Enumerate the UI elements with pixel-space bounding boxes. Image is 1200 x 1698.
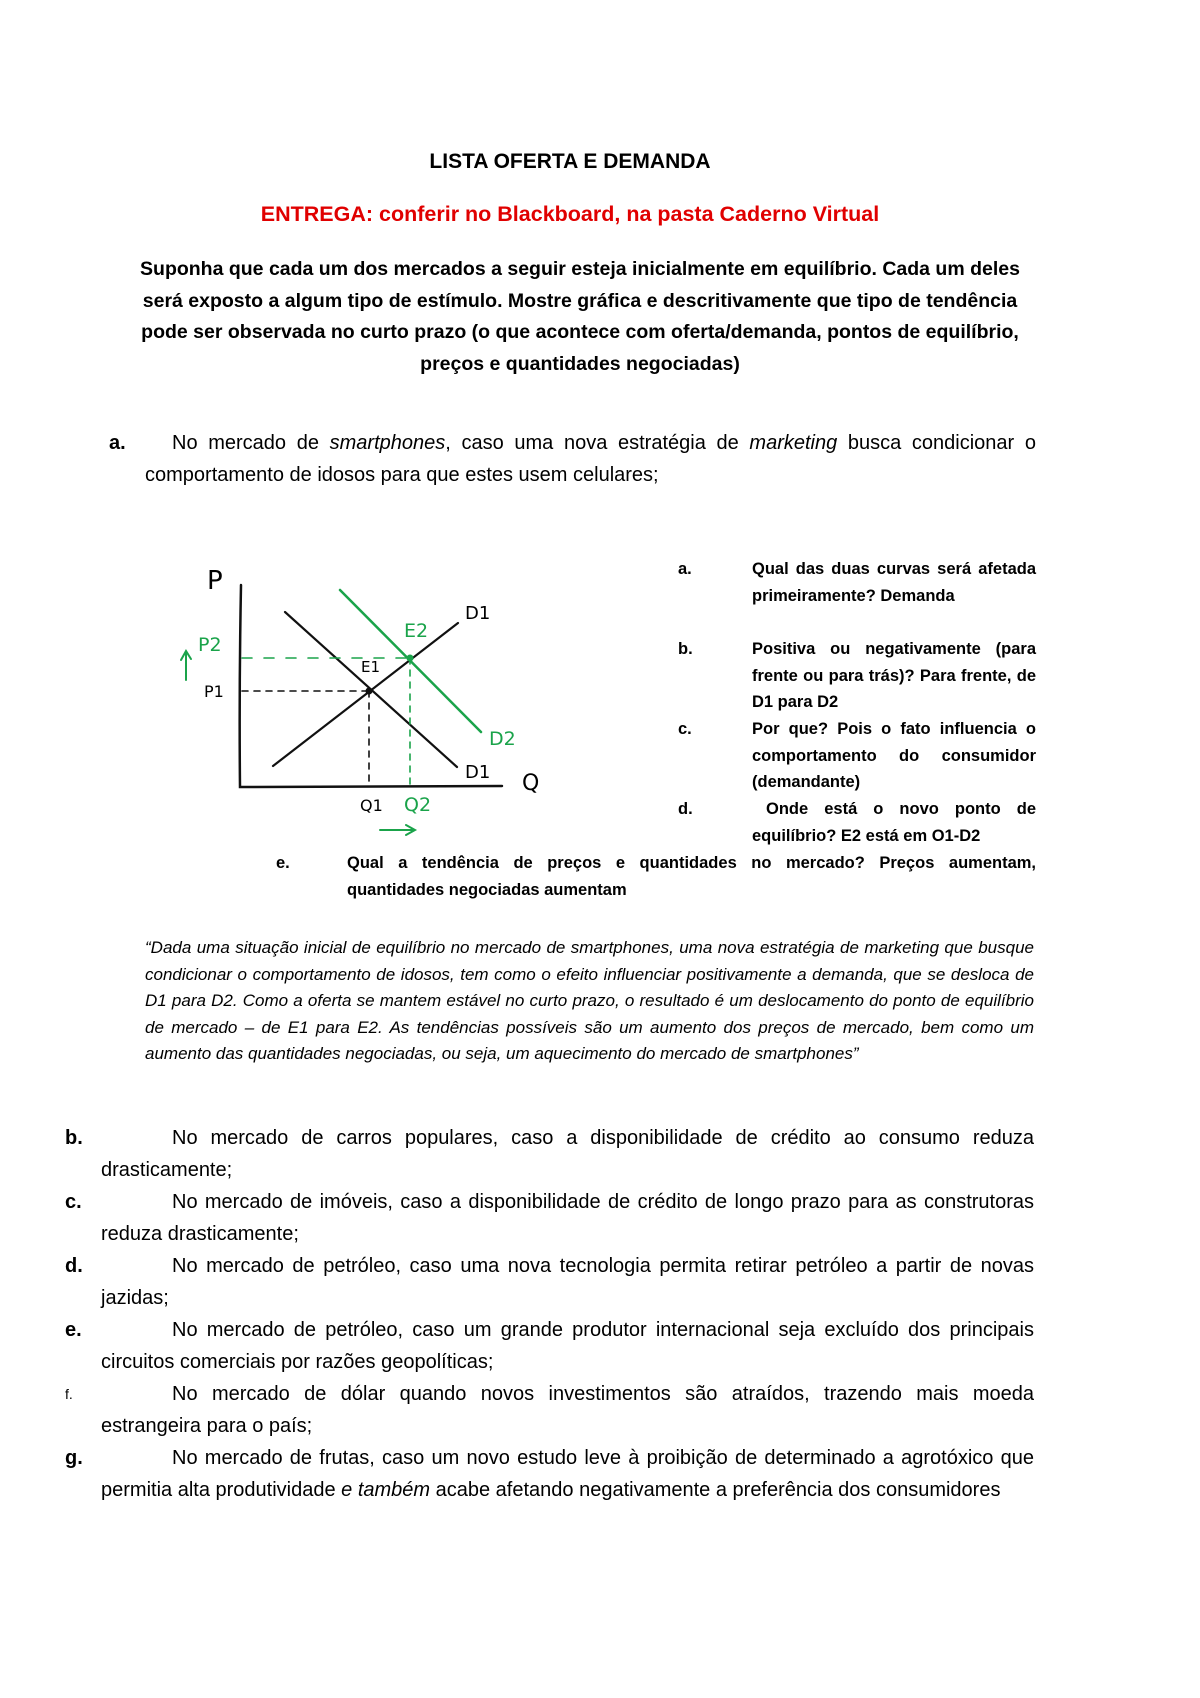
x-axis-label: Q [522,771,540,796]
price-up-arrow-icon [181,651,191,680]
item-f-label: f. [65,1386,73,1402]
item-a-label: a. [109,432,126,454]
item-g-text [101,1442,1034,1506]
item-e-label: e. [65,1319,82,1341]
supply-curve [273,620,458,766]
e2-label: E2 [404,620,429,642]
sub-question-c-label: c. [678,720,692,738]
item-d-label: d. [65,1255,83,1277]
deadline-note: ENTREGA: conferir no Blackboard, na pasta Caderno Virtual [260,202,880,226]
q1-label: Q1 [360,796,383,815]
sub-question-b: Positiva ou negativamente (para frente ou para trás)? Para frente, de D1 para D2 [752,640,1036,711]
item-a-italic: smartphones [329,432,446,454]
item-a-text-part: No mercado de [172,432,330,454]
supply-curve-label: D1 [465,603,491,624]
sub-question-a: Qual das duas curvas será afetada primeiramente? Demanda [752,560,1036,605]
intro-paragraph: Suponha que cada um dos mercados a seguir esteja inicialmente em equilíbrio. Cada um deles será exposto a algum tipo de estímulo. Mostre gráfica e descritivamente que tipo de tendência pode ser observada no curto prazo (o que acontece com oferta/demanda, pontos de equilíbrio, preços e quantidades negociadas) [140,258,1020,375]
page-title: LISTA OFERTA E DEMANDA [429,150,711,173]
demand2-label: D2 [489,728,516,750]
sub-question-b-label: b. [678,640,693,658]
item-c-text: No mercado de imóveis, caso a disponibilidade de crédito de longo prazo para as construtoras reduza drasticamente; [101,1191,1034,1245]
item-g-text-part: No mercado de frutas, caso um novo estudo leve à proibição de determinado a agrotóxico que permitia alta produtividade [101,1447,1034,1501]
item-g-text-part: acabe afetando negativamente a preferência dos consumidores [430,1479,1001,1501]
sub-question-e-label: e. [276,854,290,872]
item-b-text: No mercado de carros populares, caso a disponibilidade de crédito ao consumo reduza drasticamente; [101,1127,1034,1181]
item-g-label: g. [65,1447,83,1469]
axes [240,585,502,787]
quantity-right-arrow-icon [380,825,415,835]
item-a-italic: marketing [749,432,838,454]
demand1-label: D1 [465,762,491,783]
p2-label: P2 [198,634,222,656]
item-b-label: b. [65,1127,83,1149]
equilibrium-point-e2 [407,655,414,662]
item-d-text: No mercado de petróleo, caso uma nova tecnologia permita retirar petróleo a partir de novas jazidas; [101,1255,1034,1309]
item-a-text-part: busca condicionar o comportamento de idosos para que estes usem celulares; [145,432,1036,486]
sub-question-d-label: d. [678,800,693,818]
item-e-text: No mercado de petróleo, caso um grande produtor internacional seja excluído dos principais circuitos comerciais por razões geopolíticas; [101,1319,1034,1373]
q2-label: Q2 [404,794,432,816]
item-g-italic: e também [341,1479,431,1501]
item-f-text: No mercado de dólar quando novos investimentos são atraídos, trazendo mais moeda estrangeira para o país; [101,1383,1034,1437]
item-a-text-part: , caso uma nova estratégia de [445,432,750,454]
answer-quote: “Dada uma situação inicial de equilíbrio no mercado de smartphones, uma nova estratégia de marketing que busque condicionar o comportamento de idosos, tem como o efeito influenciar positivamente a demanda, que se desloca de D1 para D2. Como a oferta se mantem estável no curto prazo, o resultado é um deslocamento do ponto de equilíbrio de mercado – de E1 para E2. As tendências possíveis são um aumento dos preços de mercado, bem como um aumento das quantidades negociadas, ou seja, um aquecimento do mercado de smartphones” [145,938,1034,1063]
sub-question-c: Por que? Pois o fato influencia o comportamento do consumidor (demandante) [752,720,1036,791]
sub-question-d: Onde está o novo ponto de equilíbrio? E2 está em O1-D2 [752,800,1036,845]
equilibrium-point-e1 [366,688,373,695]
sub-question-a-label: a. [678,560,692,578]
e1-label: E1 [361,658,381,676]
y-axis-label: P [207,566,223,596]
sub-question-e: Qual a tendência de preços e quantidades no mercado? Preços aumentam, quantidades negociadas aumentam [347,854,1036,899]
item-c-label: c. [65,1191,82,1213]
p1-label: P1 [204,682,224,701]
